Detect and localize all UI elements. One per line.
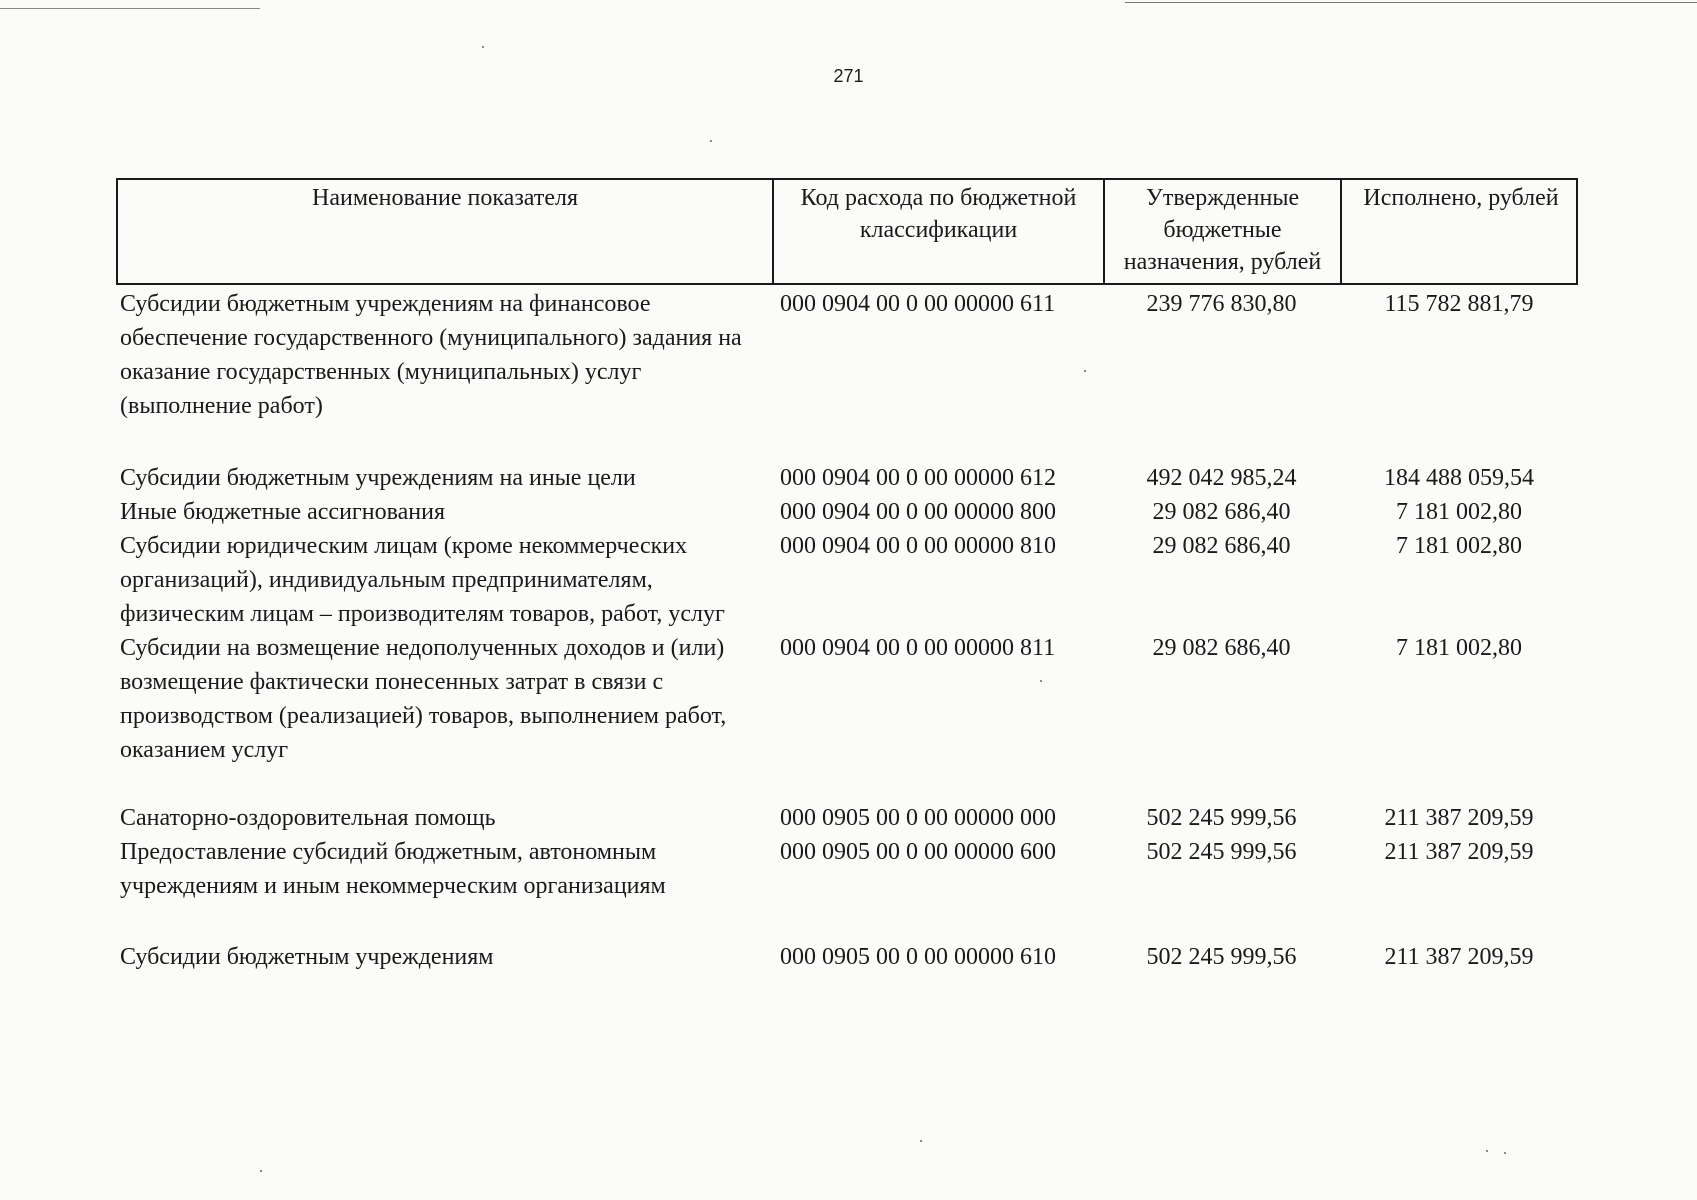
- table-row: [116, 835, 1578, 903]
- table-row: [116, 940, 1578, 974]
- row-executed: 211 387 209,59: [1384, 839, 1534, 865]
- scan-speck: [482, 46, 484, 48]
- table-row: [116, 495, 1578, 529]
- row-approved: 29 082 686,40: [1152, 533, 1291, 559]
- scan-speck: [710, 140, 712, 142]
- row-name: Предоставление субсидий бюджетным, автономным учреждениям и иным некоммерческим организациям: [120, 839, 666, 899]
- row-approved: 239 776 830,80: [1146, 291, 1297, 317]
- row-executed: 211 387 209,59: [1384, 805, 1534, 831]
- row-name: Субсидии бюджетным учреждениям на иные цели: [120, 465, 636, 491]
- row-name: Субсидии бюджетным учреждениям: [120, 944, 494, 970]
- row-code: 000 0905 00 0 00 00000 600: [780, 839, 1056, 865]
- scan-edge-line-right: [1125, 2, 1697, 3]
- row-executed: 115 782 881,79: [1384, 291, 1534, 317]
- table-header: [116, 178, 1578, 285]
- page-number: 271: [833, 66, 864, 86]
- row-approved: 502 245 999,56: [1146, 805, 1297, 831]
- table-row: [116, 631, 1578, 767]
- row-name: Субсидии юридическим лицам (кроме некоммерческих организаций), индивидуальным предпринимателям, физическим лицам – производителям товаров, работ, услуг: [120, 533, 725, 627]
- row-executed: 7 181 002,80: [1396, 635, 1522, 661]
- row-approved: 492 042 985,24: [1146, 465, 1297, 491]
- row-executed: 7 181 002,80: [1396, 499, 1522, 525]
- row-code: 000 0905 00 0 00 00000 610: [780, 944, 1056, 970]
- row-executed: 7 181 002,80: [1396, 533, 1522, 559]
- row-name: Субсидии бюджетным учреждениям на финансовое обеспечение государственного (муниципального) задания на оказание государственных (муниципальных) услуг (выполнение работ): [120, 291, 742, 419]
- budget-table: [116, 178, 1578, 974]
- row-approved: 29 082 686,40: [1152, 635, 1291, 661]
- row-approved: 502 245 999,56: [1146, 944, 1297, 970]
- scan-speck: [260, 1170, 262, 1172]
- header-approved: Утвержденные бюджетные назначения, рублей: [1105, 180, 1342, 283]
- row-approved: 29 082 686,40: [1152, 499, 1291, 525]
- table-row: [116, 287, 1578, 423]
- row-code: 000 0905 00 0 00 00000 000: [780, 805, 1056, 831]
- row-executed: 184 488 059,54: [1384, 465, 1534, 491]
- row-name: Санаторно-оздоровительная помощь: [120, 805, 496, 831]
- scan-speck: [1504, 1152, 1506, 1154]
- row-name: Иные бюджетные ассигнования: [120, 499, 445, 525]
- row-name: Субсидии на возмещение недополученных доходов и (или) возмещение фактически понесенных затрат в связи с производством (реализацией) товаров, выполнением работ, оказанием услуг: [120, 635, 727, 763]
- row-code: 000 0904 00 0 00 00000 810: [780, 533, 1056, 559]
- header-code: Код расхода по бюджетной классификации: [774, 180, 1105, 283]
- row-executed: 211 387 209,59: [1384, 944, 1534, 970]
- scan-speck: [920, 1140, 922, 1142]
- row-code: 000 0904 00 0 00 00000 612: [780, 465, 1056, 491]
- header-executed: Исполнено, рублей: [1363, 185, 1559, 211]
- scan-speck: [1486, 1150, 1488, 1152]
- row-code: 000 0904 00 0 00 00000 811: [780, 635, 1056, 661]
- row-code: 000 0904 00 0 00 00000 800: [780, 499, 1056, 525]
- scan-edge-line-left: [0, 8, 260, 9]
- table-row: [116, 461, 1578, 495]
- row-code: 000 0904 00 0 00 00000 611: [780, 291, 1056, 317]
- table-row: [116, 801, 1578, 835]
- row-approved: 502 245 999,56: [1146, 839, 1297, 865]
- table-row: [116, 529, 1578, 631]
- header-name: Наименование показателя: [118, 180, 774, 283]
